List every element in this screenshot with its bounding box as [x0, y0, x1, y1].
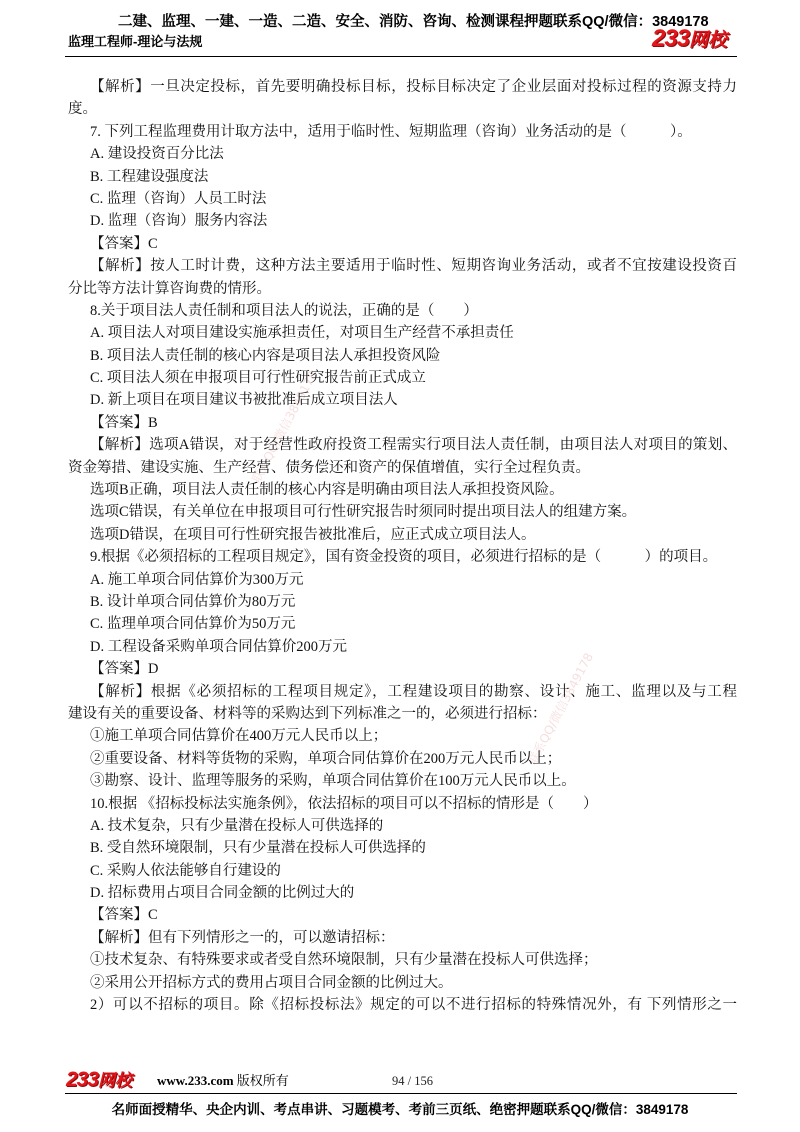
document-subject: 监理工程师-理论与法规	[68, 34, 203, 49]
option-c: C. 项目法人须在申报项目可行性研究报告前正式成立	[90, 370, 426, 387]
analysis-line: 【解析】一旦决定投标，首先要明确投标目标，投标目标决定了企业层面对投标过程的资源支持力	[90, 79, 737, 95]
option-a: A. 施工单项合同估算价为300万元	[90, 571, 304, 588]
analysis-line: 度。	[68, 101, 97, 118]
footer-copyright	[157, 1072, 289, 1090]
question-stem: 8.关于项目法人责任制和项目法人的说法，正确的是（ ）	[90, 302, 478, 319]
footer-banner: 名师面授精华、央企内训、考点串讲、习题模考、考前三页纸、绝密押题联系QQ/微信：3849178	[111, 1102, 689, 1117]
analysis-line: 分比等方法计算咨询费的情形。	[68, 280, 271, 297]
analysis-line: ②采用公开招标方式的费用占项目合同金额的比例过大。	[90, 974, 453, 991]
option-b: B. 设计单项合同估算价为80万元	[90, 593, 296, 610]
question-9	[0, 546, 800, 792]
brand-logo	[652, 27, 727, 54]
answer-line: 【答案】C	[90, 235, 158, 252]
option-d: D. 监理（咨询）服务内容法	[90, 213, 268, 230]
question-stem: 10.根据 《招标投标法实施条例》，依法招标的项目可以不招标的情形是（ ）	[90, 795, 598, 812]
header-banner: 二建、监理、一建、一造、二造、安全、消防、咨询、检测课程押题联系QQ/微信：3849178	[118, 14, 709, 30]
page-number: 94 / 156	[392, 1074, 433, 1088]
analysis-line: 【解析】根据《必须招标的工程项目规定》，工程建设项目的勘察、设计、施工、监理以及与工程	[90, 683, 737, 700]
header-rule	[65, 56, 737, 57]
analysis-line: 建设有关的重要设备、材料等的采购达到下列标准之一的，必须进行招标：	[68, 705, 547, 722]
analysis-line: 【解析】选项A错误，对于经营性政府投资工程需实行项目法人责任制，由项目法人对项目的策划、	[90, 437, 737, 454]
question-10	[0, 793, 800, 1017]
analysis-line: 2）可以不招标的项目。除《招标投标法》规定的可以不进行招标的特殊情况外，有 下列情形之一	[90, 997, 737, 1014]
question-8	[0, 300, 800, 546]
option-b: B. 工程建设强度法	[90, 168, 209, 185]
watermark: 联系QQ/微信3849178	[249, 368, 321, 485]
footer-rights: 版权所有	[236, 1073, 289, 1088]
analysis-line: 【解析】按人工时计费，这种方法主要适用于临时性、短期咨询业务活动，或者不宜按建设投资百	[90, 258, 737, 275]
question-7	[0, 121, 800, 300]
answer-line: 【答案】D	[90, 661, 159, 678]
logo-number: 233	[652, 25, 690, 52]
analysis-line: 选项D错误，在项目可行性研究报告被批准后，应正式成立项目法人。	[90, 526, 536, 543]
question-stem: 7. 下列工程监理费用计取方法中，适用于临时性、短期监理（咨询）业务活动的是（ ）。	[90, 123, 692, 140]
question-stem: 9.根据《必须招标的工程项目规定》，国有资金投资的项目，必须进行招标的是（ ）的项目。	[90, 549, 718, 566]
option-d: D. 招标费用占项目合同金额的比例过大的	[90, 885, 355, 902]
option-d: D. 新上项目在项目建议书被批准后成立项目法人	[90, 392, 398, 409]
analysis-line: ③勘察、设计、监理等服务的采购，单项合同估算价在100万元人民币以上。	[90, 773, 576, 790]
analysis-line: 选项B正确，项目法人责任制的核心内容是明确由项目法人承担投资风险。	[90, 482, 564, 499]
option-b: B. 受自然环境限制，只有少量潜在投标人可供选择的	[90, 840, 426, 857]
logo-number: 233	[66, 1068, 99, 1091]
analysis-line: 【解析】但有下列情形之一的，可以邀请招标：	[90, 929, 395, 946]
analysis-line: ①技术复杂、有特殊要求或者受自然环境限制，只有少量潜在投标人可供选择；	[90, 952, 598, 969]
previous-question-tail	[0, 76, 800, 121]
footer-logo	[66, 1069, 132, 1092]
footer-site: www.233.com	[157, 1073, 234, 1088]
watermark: 联系QQ/微信3849178	[525, 650, 597, 767]
answer-line: 【答案】B	[90, 414, 158, 431]
analysis-line: 资金筹措、建设实施、生产经营、债务偿还和资产的保值增值，实行全过程负责。	[68, 459, 590, 476]
logo-text: 网校	[689, 30, 728, 51]
option-a: A. 项目法人对项目建设实施承担责任，对项目生产经营不承担责任	[90, 325, 514, 342]
option-c: C. 采购人依法能够自行建设的	[90, 862, 281, 879]
analysis-line: 选项C错误，有关单位在申报项目可行性研究报告时须同时提出项目法人的组建方案。	[90, 504, 637, 521]
analysis-line: ①施工单项合同估算价在400万元人民币以上；	[90, 728, 388, 745]
analysis-line: ②重要设备、材料等货物的采购，单项合同估算价在200万元人民币以上；	[90, 750, 562, 767]
page-body	[0, 76, 800, 1016]
option-c: C. 监理（咨询）人员工时法	[90, 190, 267, 207]
option-d: D. 工程设备采购单项合同估算价200万元	[90, 638, 347, 655]
option-b: B. 项目法人责任制的核心内容是项目法人承担投资风险	[90, 347, 441, 364]
answer-line: 【答案】C	[90, 907, 158, 924]
option-a: A. 技术复杂，只有少量潜在投标人可供选择的	[90, 817, 384, 834]
option-c: C. 监理单项合同估算价为50万元	[90, 616, 296, 633]
logo-text: 网校	[98, 1071, 133, 1090]
option-a: A. 建设投资百分比法	[90, 146, 224, 163]
footer-rule	[65, 1093, 737, 1094]
